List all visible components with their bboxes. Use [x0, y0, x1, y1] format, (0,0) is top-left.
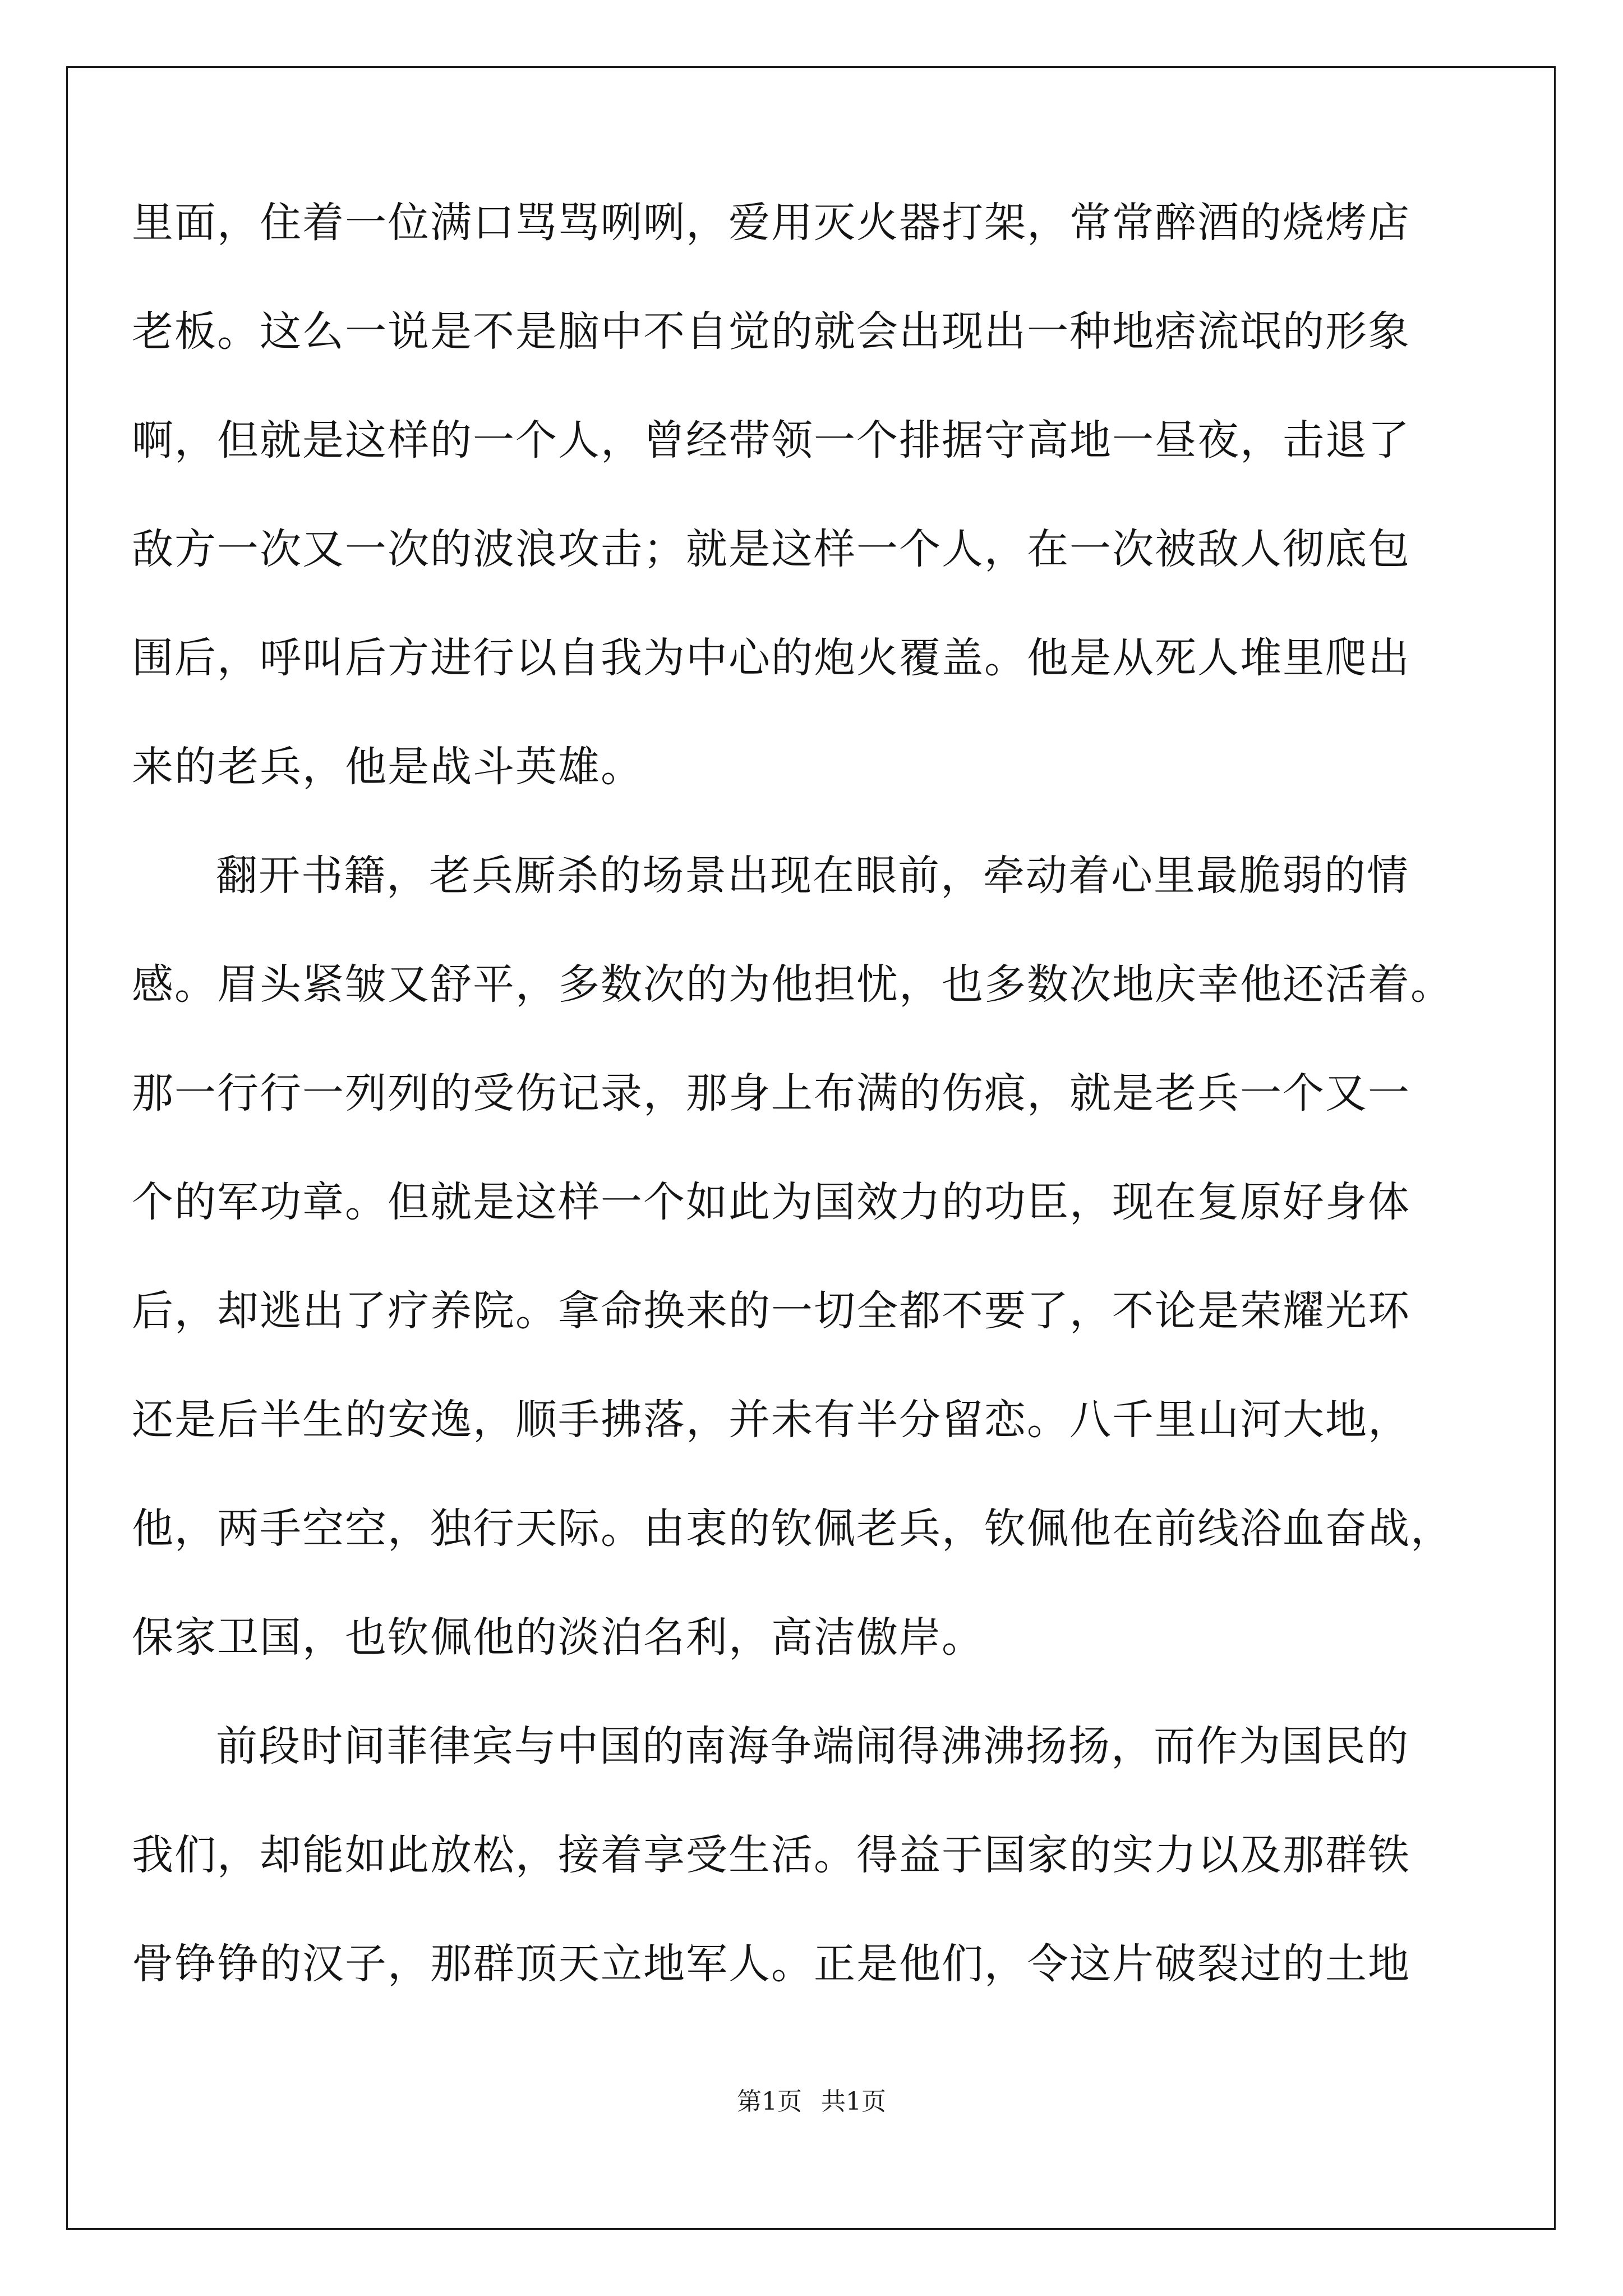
page-number: 第1页 — [737, 2087, 802, 2116]
paragraph-line: 骨铮铮的汉子，那群顶天立地军人。正是他们，令这片破裂过的土地 — [132, 1940, 1410, 1988]
paragraph-line: 保家卫国，也钦佩他的淡泊名利，高洁傲岸。 — [132, 1613, 984, 1662]
paragraph-line: 来的老兵，他是战斗英雄。 — [132, 743, 643, 791]
document-body — [132, 199, 1489, 2052]
paragraph-line: 老板。这么一说是不是脑中不自觉的就会出现出一种地痞流氓的形象 — [132, 307, 1410, 356]
paragraph-line: 我们，却能如此放松，接着享受生活。得益于国家的实力以及那群铁 — [132, 1831, 1410, 1879]
paragraph-line: 他，两手空空，独行天际。由衷的钦佩老兵，钦佩他在前线浴血奋战， — [132, 1504, 1453, 1553]
paragraph-line: 个的军功章。但就是这样一个如此为国效力的功臣，现在复原好身体 — [132, 1178, 1410, 1226]
paragraph-line: 还是后半生的安逸，顺手拂落，并未有半分留恋。八千里山河大地， — [132, 1396, 1410, 1444]
page-total: 共1页 — [821, 2087, 886, 2116]
paragraph-line: 感。眉头紧皱又舒平，多数次的为他担忧，也多数次地庆幸他还活着。 — [132, 960, 1453, 1009]
paragraph-line: 后，却逃出了疗养院。拿命换来的一切全都不要了，不论是荣耀光环 — [132, 1287, 1410, 1335]
page-footer — [0, 2087, 1623, 2116]
paragraph-line: 那一行行一列列的受伤记录，那身上布满的伤痕，就是老兵一个又一 — [132, 1069, 1410, 1117]
paragraph-first-line: 翻开书籍，老兵厮杀的场景出现在眼前，牵动着心里最脆弱的情 — [216, 852, 1409, 900]
paragraph-first-line: 前段时间菲律宾与中国的南海争端闹得沸沸扬扬，而作为国民的 — [216, 1722, 1409, 1770]
paragraph-line: 啊，但就是这样的一个人，曾经带领一个排据守高地一昼夜，击退了 — [132, 416, 1410, 464]
paragraph-line: 里面，住着一位满口骂骂咧咧，爱用灭火器打架，常常醉酒的烧烤店 — [132, 199, 1410, 247]
paragraph-line: 围后，呼叫后方进行以自我为中心的炮火覆盖。他是从死人堆里爬出 — [132, 634, 1410, 682]
paragraph-line: 敌方一次又一次的波浪攻击；就是这样一个人，在一次被敌人彻底包 — [132, 525, 1410, 573]
